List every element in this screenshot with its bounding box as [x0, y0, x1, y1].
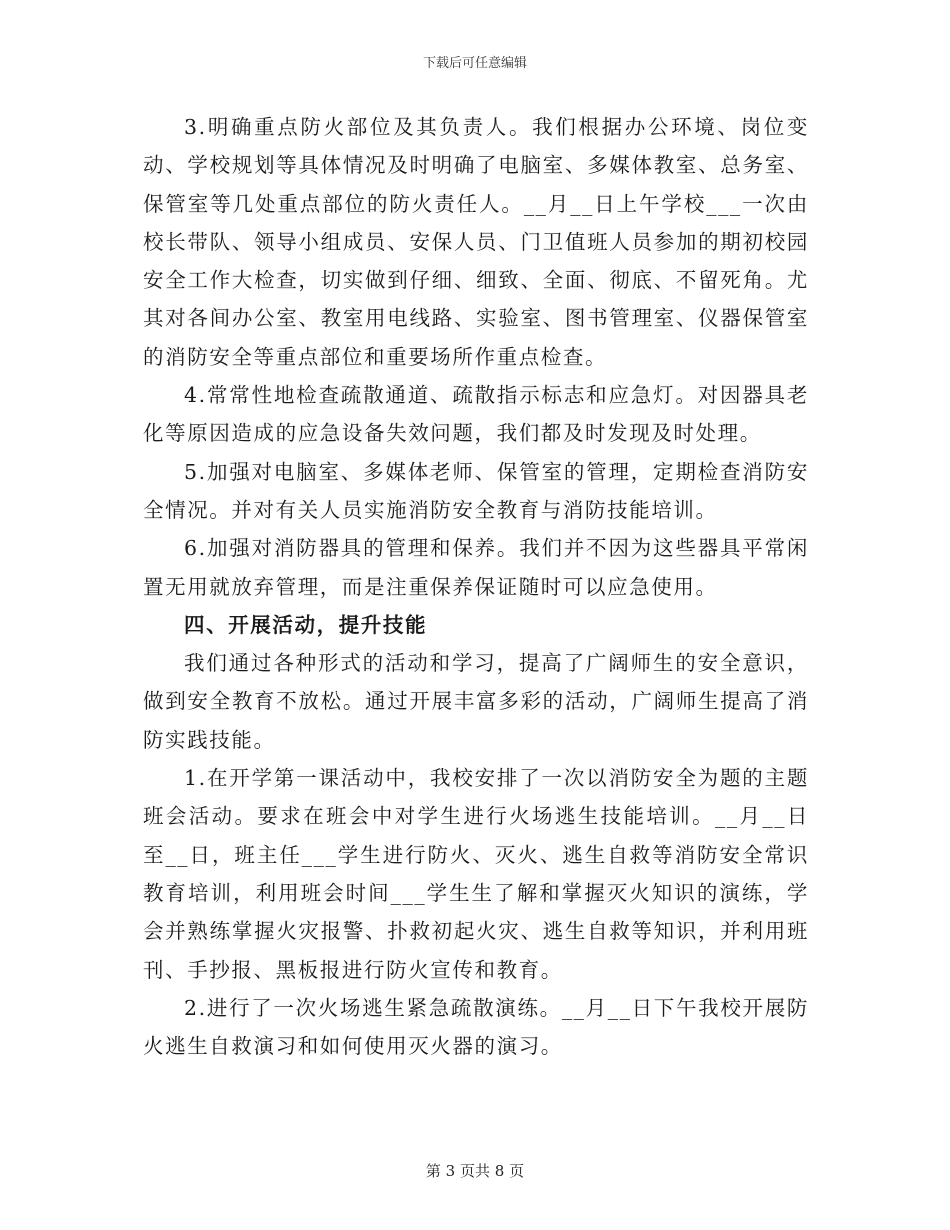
- section-heading: 四、开展活动，提升技能: [184, 612, 428, 637]
- paragraph-item-5: 5.加强对电脑室、多媒体老师、保管室的管理，定期检查消防安全情况。并对有关人员实施消防安全教育与消防技能培训。: [143, 459, 809, 522]
- section-intro-paragraph: 我们通过各种形式的活动和学习，提高了广阔师生的安全意识，做到安全教育不放松。通过开展丰富多彩的活动，广阔师生提高了消防实践技能。: [143, 651, 809, 752]
- paragraph-activity-1: 1.在开学第一课活动中，我校安排了一次以消防安全为题的主题班会活动。要求在班会中对学生进行火场逃生技能培训。__月__日至__日，班主任___学生进行防火、灭火、逃生自救等消防安全常识教育培训，利用班会时间___学生生了解和掌握灭火知识的演练，学会并熟练掌握火灾报警、扑救初起火灾、逃生自救等知识，并利用班刊、手抄报、黑板报进行防火宣传和教育。: [143, 766, 809, 982]
- paragraph-item-4: 4.常常性地检查疏散通道、疏散指示标志和应急灯。对因器具老化等原因造成的应急设备失效问题，我们都及时发现及时处理。: [143, 383, 809, 446]
- paragraph-item-3: 3.明确重点防火部位及其负责人。我们根据办公环境、岗位变动、学校规划等具体情况及时明确了电脑室、多媒体教室、总务室、保管室等几处重点部位的防火责任人。__月__日上午学校___一次由校长带队、领导小组成员、安保人员、门卫值班人员参加的期初校园安全工作大检查，切实做到仔细、细致、全面、彻底、不留死角。尤其对各间办公室、教室用电线路、实验室、图书管理室、仪器保管室的消防安全等重点部位和重要场所作重点检查。: [143, 115, 809, 369]
- page-header-note: 下载后可任意编辑: [422, 56, 527, 71]
- document-body: [143, 108, 809, 1065]
- paragraph-item-6: 6.加强对消防器具的管理和保养。我们并不因为这些器具平常闲置无用就放弃管理，而是注重保养保证随时可以应急使用。: [143, 536, 809, 599]
- paragraph-activity-2: 2.进行了一次火场逃生紧急疏散演练。__月__日下午我校开展防火逃生自救演习和如何使用灭火器的演习。: [143, 995, 809, 1059]
- page-number-footer: 第 3 页共 8 页: [425, 1162, 525, 1180]
